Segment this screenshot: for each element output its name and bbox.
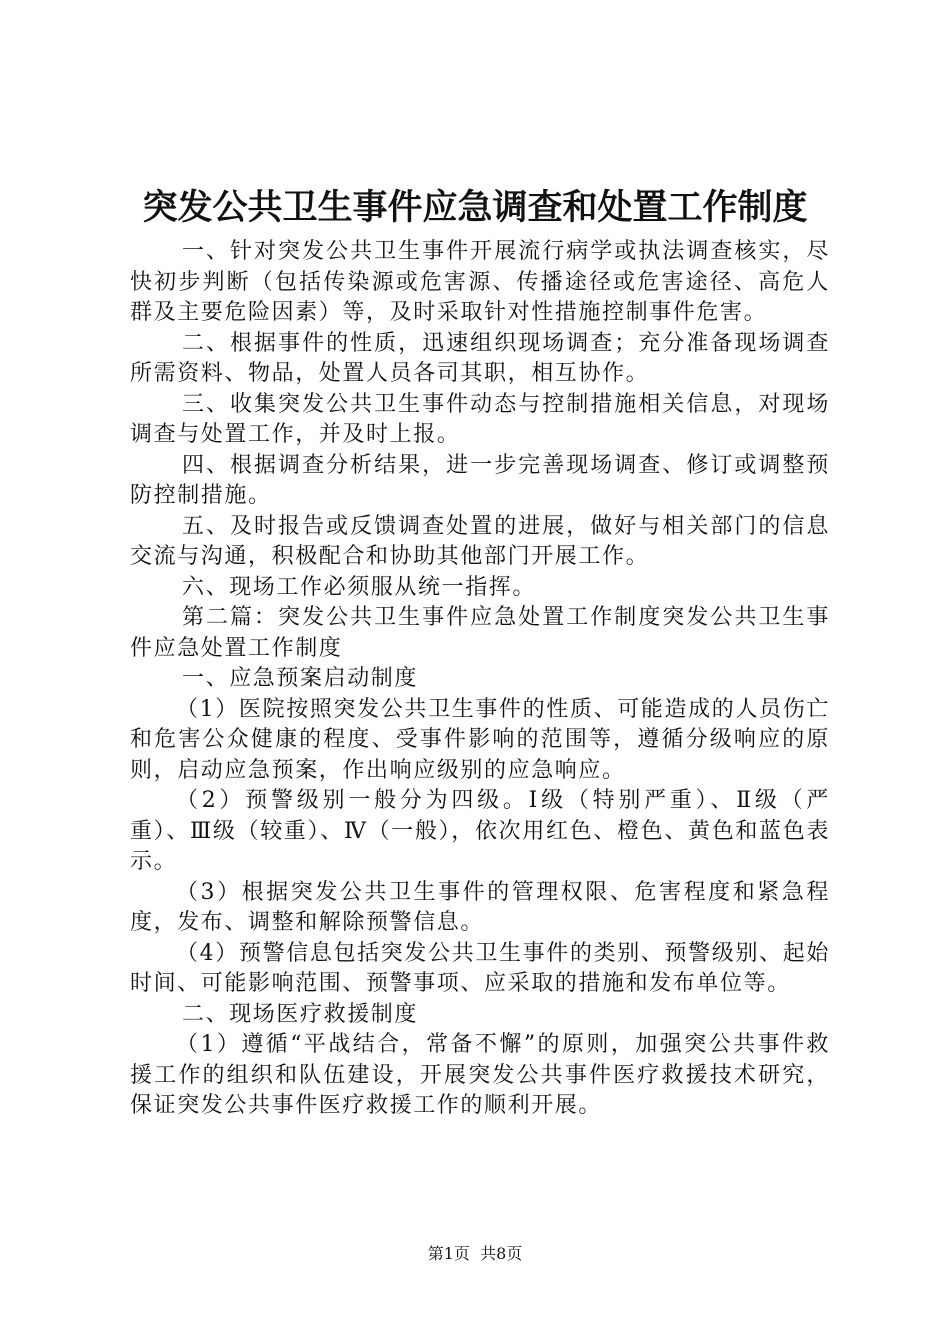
paragraph: 四、根据调查分析结果，进一步完善现场调查、修订或调整预防控制措施。 <box>130 452 830 508</box>
paragraph: （1）遵循“平战结合，常备不懈”的原则，加强突公共事件救援工作的组织和队伍建设，开展突发公共事件医疗救援技术研究，保证突发公共事件医疗救援工作的顺利开展。 <box>130 1032 830 1118</box>
paragraph: 二、根据事件的性质，迅速组织现场调查；充分准备现场调查所需资料、物品，处置人员各司其职，相互协作。 <box>130 330 830 386</box>
paragraph: （4）预警信息包括突发公共卫生事件的类别、预警级别、起始时间、可能影响范围、预警事项、应采取的措施和发布单位等。 <box>130 940 830 996</box>
document-title: 突发公共卫生事件应急调查和处置工作制度 <box>142 187 808 228</box>
page-number-footer: 第1页 共8页 <box>427 1244 523 1263</box>
paragraph: 一、针对突发公共卫生事件开展流行病学或执法调查核实，尽快初步判断（包括传染源或危害源、传播途径或危害途径、高危人群及主要危险因素）等，及时采取针对性措施控制事件危害。 <box>130 239 830 325</box>
paragraph: 三、收集突发公共卫生事件动态与控制措施相关信息，对现场调查与处置工作，并及时上报。 <box>130 391 830 447</box>
paragraph: （3）根据突发公共卫生事件的管理权限、危害程度和紧急程度，发布、调整和解除预警信息。 <box>130 879 830 935</box>
paragraph: （1）医院按照突发公共卫生事件的性质、可能造成的人员伤亡和危害公众健康的程度、受事件影响的范围等，遵循分级响应的原则，启动应急预案，作出响应级别的应急响应。 <box>130 696 830 783</box>
section-heading: 一、应急预案启动制度 <box>182 666 419 691</box>
paragraph: 五、及时报告或反馈调查处置的进展，做好与相关部门的信息交流与沟通，积极配合和协助其他部门开展工作。 <box>130 513 830 569</box>
document-body <box>130 237 830 1122</box>
section-heading: 二、现场医疗救援制度 <box>182 1001 419 1027</box>
paragraph: 第二篇：突发公共卫生事件应急处置工作制度突发公共卫生事件应急处置工作制度 <box>130 605 830 661</box>
paragraph: （2）预警级别一般分为四级。Ⅰ级（特别严重）、Ⅱ级（严重）、Ⅲ级（较重）、Ⅳ（一般），依次用红色、橙色、黄色和蓝色表示。 <box>130 788 830 874</box>
paragraph: 六、现场工作必须服从统一指挥。 <box>182 574 537 600</box>
